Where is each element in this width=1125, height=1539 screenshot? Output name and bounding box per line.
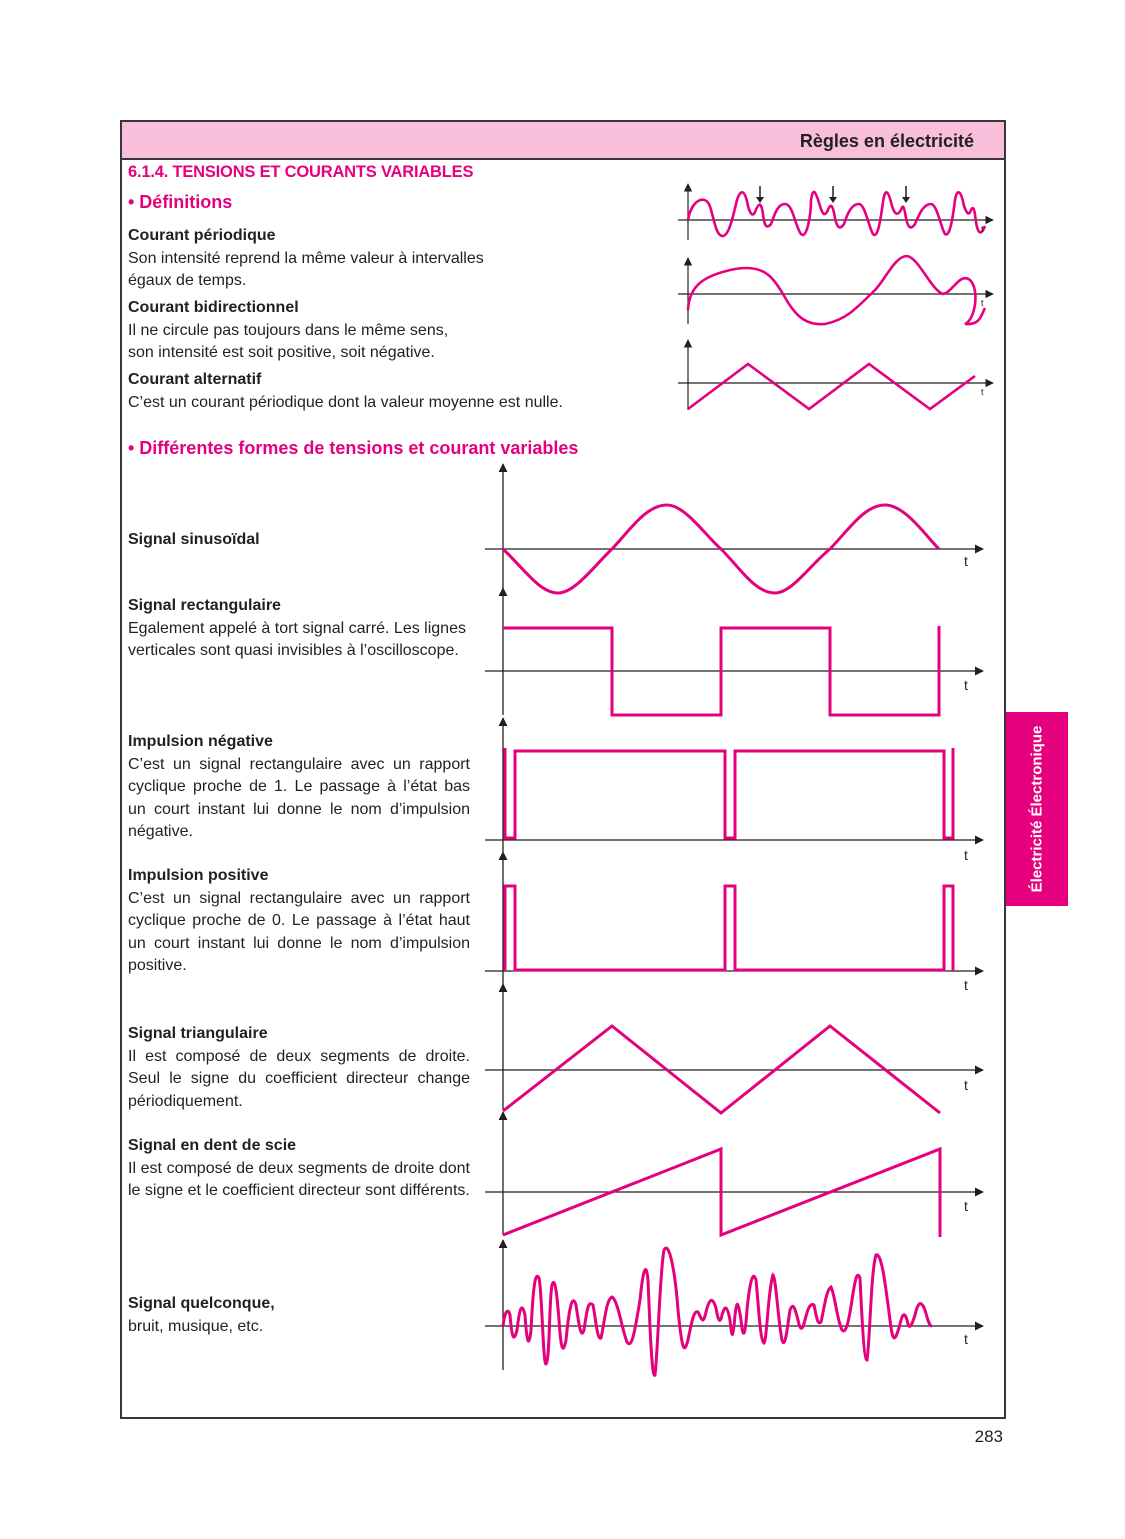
signal-title: Signal triangulaire [128,1025,268,1042]
alternating-current-plot [678,340,993,410]
definition-alternating [128,369,688,414]
rectangular-plot [485,588,983,715]
triangular-plot [485,984,983,1113]
signal-title: Impulsion positive [128,867,269,884]
definition-periodic [128,225,688,293]
definition-term: Courant alternatif [128,371,262,388]
sinusoidal-plot [485,464,983,593]
signal-title: Signal sinusoïdal [128,531,260,548]
signal-plots [480,460,1000,1380]
svg-text:t: t [964,1331,968,1347]
svg-text:t: t [981,387,984,397]
definition-term: Courant périodique [128,227,276,244]
svg-text:t: t [981,224,984,234]
sawtooth-plot [485,1112,983,1237]
signal-description: C’est un signal rectangulaire avec un rapport cyclique proche de 0. Le passage à l’état haut un court instant lui donne le nom d’impulsion positive. [128,889,470,974]
periodic-current-plot [678,184,993,240]
svg-text:t: t [981,298,984,308]
forms-heading: • Différentes formes de tensions et courant variables [128,438,579,458]
definition-text: C’est un courant périodique dont la valeur moyenne est nulle. [128,393,563,411]
positive-pulse-plot [485,852,983,993]
page-number: 283 [974,1427,1003,1446]
arbitrary-signal-plot [485,1240,983,1375]
signal-title: Signal rectangulaire [128,597,281,614]
definition-term: Courant bidirectionnel [128,299,299,316]
signal-arbitrary-text [128,1293,470,1338]
svg-text:t: t [964,553,968,569]
signal-sawtooth-text [128,1135,470,1203]
signal-positive-pulse-text [128,865,470,978]
section-title: 6.1.4. TENSIONS ET COURANTS VARIABLES [128,163,474,181]
signal-negative-pulse-text [128,731,470,844]
signal-triangular-text [128,1023,470,1113]
signal-sinusoidal-text [128,529,470,552]
svg-text:t: t [964,677,968,693]
negative-pulse-plot [485,718,983,863]
signal-title: Signal en dent de scie [128,1137,297,1154]
signal-description: Egalement appelé à tort signal carré. Les lignes verticales sont quasi invisibles à l’oscilloscope. [128,619,466,659]
bidirectional-current-plot [678,256,993,324]
definition-text: Son intensité reprend la même valeur à intervalles [128,249,484,267]
chapter-side-tab-label: Électricité Électronique [1028,725,1046,893]
definition-text: Il ne circule pas toujours dans le même sens, [128,321,449,339]
signal-description: Il est composé de deux segments de droite. Seul le signe du coefficient directeur change périodiquement. [128,1047,470,1110]
definitions-heading: • Définitions [128,192,233,212]
signal-description: C’est un signal rectangulaire avec un rapport cyclique proche de 1. Le passage à l’état bas un court instant lui donne le nom d’impulsion négative. [128,755,470,840]
signal-description: Il est composé de deux segments de droite dont le signe et le coefficient directeur sont différents. [128,1159,470,1199]
page-header-title: Règles en électricité [799,131,974,151]
signal-title: Signal quelconque, [128,1295,275,1312]
definition-text: son intensité est soit positive, soit négative. [128,344,435,361]
definition-plots [675,180,995,420]
header-band [122,122,1004,160]
chapter-side-tab [1006,712,1068,906]
signal-rectangular-text [128,595,470,663]
svg-text:t: t [964,1198,968,1214]
svg-text:t: t [964,1077,968,1093]
signal-description: bruit, musique, etc. [128,1317,264,1335]
svg-text:t: t [964,847,968,863]
definition-text: égaux de temps. [128,272,247,289]
svg-text:t: t [964,977,968,993]
signal-title: Impulsion négative [128,733,273,750]
definition-bidirectional [128,297,688,365]
